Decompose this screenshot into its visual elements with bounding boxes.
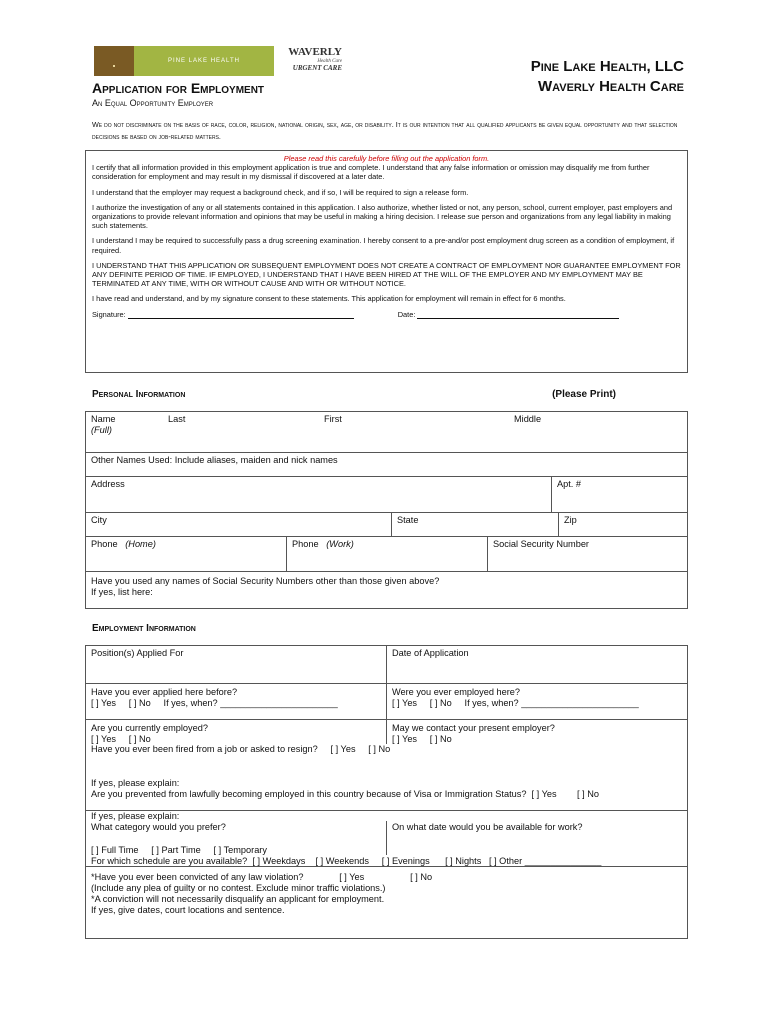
name-full-label: (Full): [91, 425, 112, 435]
fired-question[interactable]: Have you ever been fired from a job or asked to resign? [ ] Yes [ ] No: [91, 744, 391, 754]
applied-before-question: Have you ever applied here before?: [91, 687, 238, 697]
date-label: Date:: [397, 309, 416, 319]
logo-waverly-tagline: Health Care: [317, 59, 342, 64]
logo-waverly-name: WAVERLY: [288, 46, 342, 58]
company-logo: [94, 46, 344, 76]
phone-home-cell: [86, 537, 161, 571]
employment-section-title: Employment Information: [92, 623, 196, 634]
name-label-cell: [86, 412, 121, 452]
phone-work-label: Phone: [292, 539, 319, 549]
address-label: Address: [91, 479, 125, 489]
logo-pine-lake-text: PINE LAKE HEALTH: [168, 58, 240, 64]
employed-here-options[interactable]: [ ] Yes [ ] No If yes, when? _______________________: [392, 698, 639, 708]
contact-present-cell: [387, 721, 560, 744]
position-row[interactable]: [86, 646, 687, 683]
other-ssn-row[interactable]: [86, 571, 687, 608]
logo-pine-lake: [134, 46, 274, 76]
currently-employed-cell: [86, 721, 213, 744]
city-label: City: [91, 515, 107, 525]
please-print-note: (Please Print): [552, 389, 616, 400]
city-row[interactable]: [86, 512, 687, 536]
phone-work-type: (Work): [326, 539, 354, 549]
signature-row: [92, 310, 681, 319]
page-title: Application for Employment: [92, 80, 265, 96]
cert-paragraph-2: I understand that the employer may request a background check, and if so, I will be required to sign a release form.: [92, 187, 469, 197]
employment-info-table: [85, 645, 688, 939]
category-options[interactable]: [ ] Full Time [ ] Part Time [ ] Temporary: [91, 845, 267, 855]
ssn-label: Social Security Number: [493, 539, 589, 549]
cert-paragraph-3: I authorize the investigation of any or all statements contained in this application. I also authorize, whether listed or not, any person, school, current employer, past employers and organizations to provide relevant information and opinions that may be useful in making a hiring decision. I release sue person and organizations from any legal liability in making such statements.: [92, 202, 673, 231]
applied-before-row[interactable]: [86, 683, 687, 719]
cert-paragraph-5: I UNDERSTAND THAT THIS APPLICATION OR SUBSEQUENT EMPLOYMENT DOES NOT CREATE A CONTRACT OF EMPLOYMENT NOR GUARANTEE EMPLOYMENT FOR ANY DEFINITE PERIOD OF TIME. IF EMPLOYED, I UNDERSTAND THAT I HAVE BEEN HIRED AT THE WILL OF THE EMPLOYER AND MY EMPLOYMENT MAY BE TERMINATED AT ANY TIME, WITH OR WITHOUT CAUSE AND WITH OR WITHOUT NOTICE.: [92, 260, 681, 289]
logo-urgent-care: URGENT CARE: [292, 64, 342, 72]
personal-section-title: Personal Information: [92, 389, 186, 400]
name-label: Name: [91, 414, 116, 424]
contact-present-options[interactable]: [ ] Yes [ ] No: [392, 734, 452, 744]
phone-work-cell: [287, 537, 359, 571]
conviction-details-label: If yes, give dates, court locations and sentence.: [91, 905, 285, 915]
phone-home-label: Phone: [91, 539, 118, 549]
other-names-row[interactable]: [86, 452, 687, 476]
applied-before-options[interactable]: [ ] Yes [ ] No If yes, when? _______________________: [91, 698, 338, 708]
logo-waverly: [274, 46, 344, 76]
personal-info-table: [85, 411, 688, 609]
middle-name-label: Middle: [514, 414, 542, 424]
fired-explain-label: If yes, please explain:: [91, 778, 180, 788]
schedule-question[interactable]: For which schedule are you available? [ ] Weekdays [ ] Weekends [ ] Evenings [ ] Nights [ ] Other _______________: [91, 856, 602, 866]
last-name-label: Last: [168, 414, 186, 424]
employed-here-cell: [387, 685, 644, 720]
name-row[interactable]: [86, 412, 687, 452]
first-name-label: First: [324, 414, 342, 424]
visa-explain-label: If yes, please explain:: [91, 811, 180, 821]
company-name-2: Waverly Health Care: [537, 78, 684, 95]
certification-box: [85, 150, 688, 373]
signature-field[interactable]: [128, 310, 354, 319]
currently-employed-options[interactable]: [ ] Yes [ ] No: [91, 734, 151, 744]
conviction-question[interactable]: *Have you ever been convicted of any law violation? [ ] Yes [ ] No: [91, 872, 433, 882]
currently-employed-question: Are you currently employed?: [91, 723, 208, 733]
signature-date-field[interactable]: [417, 310, 619, 319]
address-row[interactable]: [86, 476, 687, 512]
conviction-cell: [86, 870, 437, 941]
zip-label: Zip: [564, 515, 577, 525]
current-employment-row[interactable]: [86, 719, 687, 810]
cert-paragraph-1: I certify that all information provided in this employment application is true and complete. I understand that any false information or omission may disqualify me from further consideration for employment and may result in my dismissal if discovered at a later date.: [92, 163, 650, 182]
phone-home-type: (Home): [125, 539, 156, 549]
conviction-note-2: *A conviction will not necessarily disqualify an applicant for employment.: [91, 894, 385, 904]
eeo-statement: We do not discriminate on the basis of race, color, religion, national origin, sex, age, or disability. It is our intention that all qualified applicants be given equal opportunity and that selection decisions be based on job-related matters.: [92, 120, 678, 141]
caution-note: Please read this carefully before filling out the application form.: [283, 154, 490, 163]
conviction-row[interactable]: [86, 866, 687, 938]
conviction-note-1: (Include any plea of guilty or no contest. Exclude minor traffic violations.): [91, 883, 386, 893]
company-name-1: Pine Lake Health, LLC: [530, 58, 684, 75]
other-ssn-question: Have you used any names of Social Security Numbers other than those given above?: [91, 576, 440, 586]
cert-paragraph-6: I have read and understand, and by my signature consent to these statements. This application for employment will remain in effect for 6 months.: [92, 294, 566, 304]
position-label: Position(s) Applied For: [91, 648, 184, 658]
apt-label: Apt. #: [557, 479, 582, 489]
visa-question[interactable]: Are you prevented from lawfully becoming employed in this country because of Visa or Immigration Status? [ ] Yes [ ] No: [91, 789, 599, 799]
other-names-label: Other Names Used: Include aliases, maiden and nick names: [91, 455, 338, 465]
cert-paragraph-4: I understand I may be required to successfully pass a drug screening examination. I hereby consent to a pre-and/or post employment drug screen as a condition of employment, if required.: [92, 236, 675, 255]
page-subtitle: An Equal Opportunity Employer: [92, 98, 214, 108]
logo-brown-block: [94, 46, 134, 76]
other-ssn-list-label: If yes, list here:: [91, 587, 153, 597]
availability-row[interactable]: [86, 810, 687, 866]
date-of-application-label: Date of Application: [392, 648, 469, 658]
category-question: What category would you prefer?: [91, 822, 226, 832]
applied-before-cell: [86, 685, 343, 720]
contact-present-question: May we contact your present employer?: [392, 723, 555, 733]
company-names: [531, 57, 684, 97]
available-date-question: On what date would you be available for work?: [392, 822, 583, 832]
signature-label: Signature:: [92, 309, 126, 319]
employed-here-question: Were you ever employed here?: [392, 687, 521, 697]
state-label: State: [397, 515, 419, 525]
other-ssn-cell: [86, 574, 444, 610]
phone-row[interactable]: [86, 536, 687, 571]
